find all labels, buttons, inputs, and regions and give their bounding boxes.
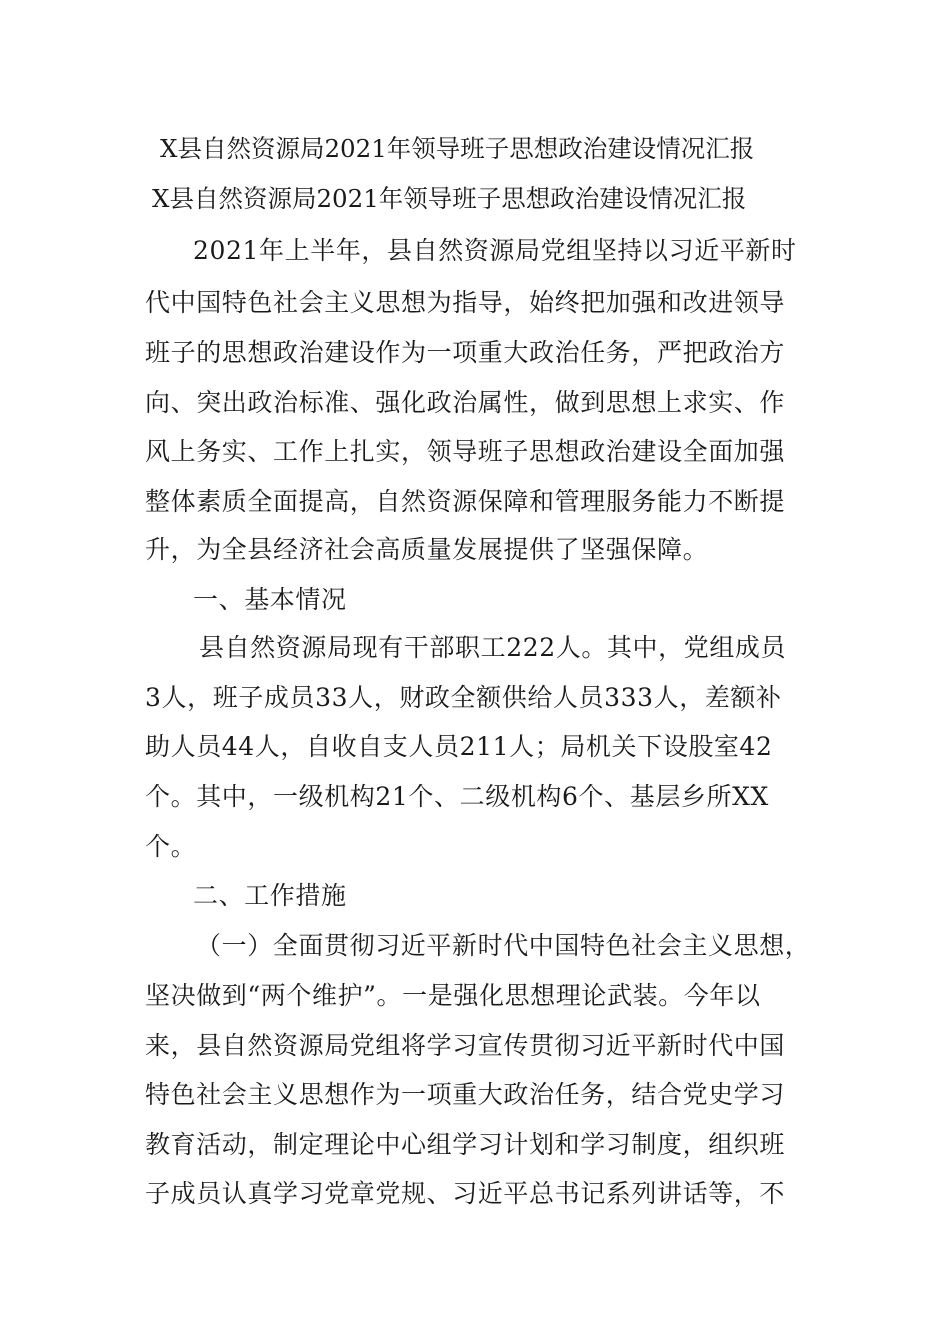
paragraph-line: 代中国特色社会主义思想为指导，始终把加强和改进领导	[145, 288, 786, 317]
paragraph-line: 风上务实、工作上扎实，领导班子思想政治建设全面加强	[145, 437, 786, 466]
paragraph-line: 助人员44人，自收自支人员211人；局机关下设股室42	[145, 732, 773, 761]
paragraph-line: 班子的思想政治建设作为一项重大政治任务，严把政治方	[145, 338, 786, 367]
paragraph-line: 个。	[145, 832, 197, 861]
section-heading: 二、工作措施	[193, 881, 347, 910]
paragraph-line: 向、突出政治标准、强化政治属性，做到思想上求实、作	[145, 388, 786, 417]
document-subtitle: X县自然资源局2021年领导班子思想政治建设情况汇报	[152, 184, 747, 213]
document-title: X县自然资源局2021年领导班子思想政治建设情况汇报	[160, 134, 755, 163]
paragraph-line: 整体素质全面提高，自然资源保障和管理服务能力不断提	[145, 487, 786, 516]
paragraph-line: 3人，班子成员33人，财政全额供给人员333人，差额补	[145, 683, 782, 712]
paragraph-line: 2021年上半年，县自然资源局党组坚持以习近平新时	[193, 236, 797, 265]
paragraph-line: 县自然资源局现有干部职工222人。其中，党组成员	[199, 633, 787, 662]
paragraph-line: 坚决做到“两个维护”。一是强化思想理论武装。今年以	[145, 981, 761, 1010]
paragraph-line: 个。其中，一级机构21个、二级机构6个、基层乡所XX	[145, 782, 769, 811]
paragraph-line: 教育活动，制定理论中心组学习计划和学习制度，组织班	[145, 1130, 786, 1159]
paragraph-line: （一）全面贯彻习近平新时代中国特色社会主义思想，	[196, 931, 811, 960]
paragraph-line: 来，县自然资源局党组将学习宣传贯彻习近平新时代中国	[145, 1031, 786, 1060]
paragraph-line: 特色社会主义思想作为一项重大政治任务，结合党史学习	[145, 1080, 786, 1109]
section-heading: 一、基本情况	[193, 585, 347, 614]
paragraph-line: 子成员认真学习党章党规、习近平总书记系列讲话等，不	[145, 1179, 786, 1208]
paragraph-line: 升，为全县经济社会高质量发展提供了坚强保障。	[145, 535, 709, 564]
